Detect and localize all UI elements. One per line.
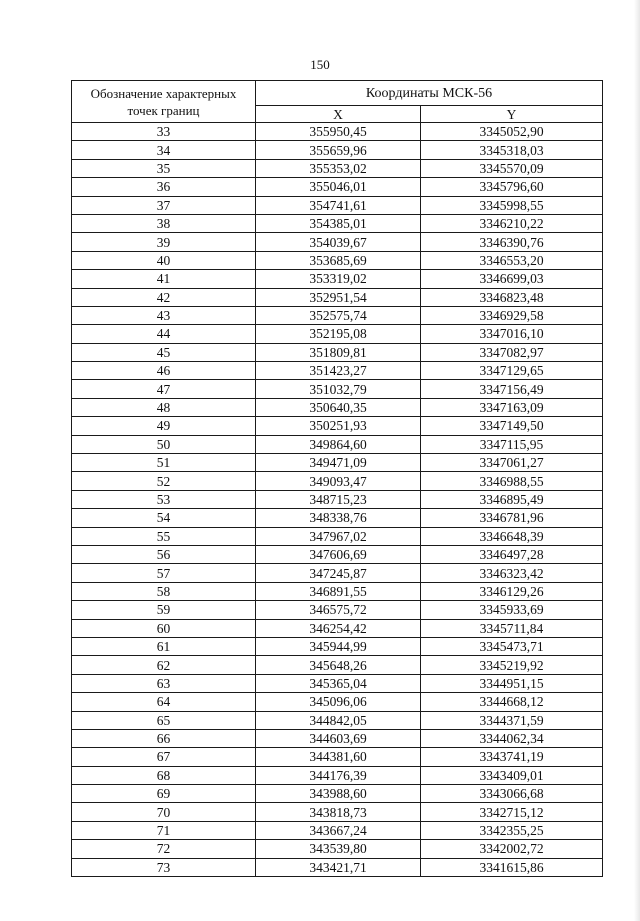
table-row bbox=[72, 674, 603, 692]
table-row bbox=[72, 306, 603, 324]
header-coordinates: Координаты МСК-56 bbox=[256, 81, 603, 106]
table-header bbox=[72, 81, 603, 123]
point-number-cell: 64 bbox=[72, 693, 256, 711]
point-number-cell: 62 bbox=[72, 656, 256, 674]
header-x: X bbox=[256, 106, 421, 123]
x-coordinate-cell: 351032,79 bbox=[256, 380, 421, 398]
table-row bbox=[72, 233, 603, 251]
x-coordinate-cell: 351809,81 bbox=[256, 343, 421, 361]
x-coordinate-cell: 345648,26 bbox=[256, 656, 421, 674]
y-coordinate-cell: 3346497,28 bbox=[421, 545, 603, 563]
point-number-cell: 54 bbox=[72, 509, 256, 527]
table-row bbox=[72, 214, 603, 232]
table-row bbox=[72, 251, 603, 269]
table-row bbox=[72, 196, 603, 214]
point-number-cell: 61 bbox=[72, 637, 256, 655]
point-number-cell: 40 bbox=[72, 251, 256, 269]
x-coordinate-cell: 344603,69 bbox=[256, 729, 421, 747]
table-row bbox=[72, 785, 603, 803]
table-row bbox=[72, 123, 603, 141]
table-body bbox=[72, 123, 603, 877]
table-row bbox=[72, 454, 603, 472]
x-coordinate-cell: 343988,60 bbox=[256, 785, 421, 803]
x-coordinate-cell: 355353,02 bbox=[256, 159, 421, 177]
table-row bbox=[72, 840, 603, 858]
x-coordinate-cell: 349864,60 bbox=[256, 435, 421, 453]
y-coordinate-cell: 3346988,55 bbox=[421, 472, 603, 490]
y-coordinate-cell: 3341615,86 bbox=[421, 858, 603, 876]
y-coordinate-cell: 3343741,19 bbox=[421, 748, 603, 766]
y-coordinate-cell: 3347082,97 bbox=[421, 343, 603, 361]
y-coordinate-cell: 3345933,69 bbox=[421, 601, 603, 619]
table-row bbox=[72, 582, 603, 600]
table-row bbox=[72, 380, 603, 398]
table-row bbox=[72, 729, 603, 747]
point-number-cell: 59 bbox=[72, 601, 256, 619]
table-row bbox=[72, 288, 603, 306]
y-coordinate-cell: 3346699,03 bbox=[421, 270, 603, 288]
y-coordinate-cell: 3343409,01 bbox=[421, 766, 603, 784]
x-coordinate-cell: 350251,93 bbox=[256, 417, 421, 435]
y-coordinate-cell: 3345711,84 bbox=[421, 619, 603, 637]
table-row bbox=[72, 693, 603, 711]
y-coordinate-cell: 3344062,34 bbox=[421, 729, 603, 747]
point-number-cell: 71 bbox=[72, 821, 256, 839]
point-number-cell: 56 bbox=[72, 545, 256, 563]
point-number-cell: 50 bbox=[72, 435, 256, 453]
point-number-cell: 47 bbox=[72, 380, 256, 398]
table-row bbox=[72, 417, 603, 435]
table-row bbox=[72, 343, 603, 361]
point-number-cell: 44 bbox=[72, 325, 256, 343]
point-number-cell: 35 bbox=[72, 159, 256, 177]
x-coordinate-cell: 348338,76 bbox=[256, 509, 421, 527]
point-number-cell: 45 bbox=[72, 343, 256, 361]
y-coordinate-cell: 3342002,72 bbox=[421, 840, 603, 858]
x-coordinate-cell: 352575,74 bbox=[256, 306, 421, 324]
y-coordinate-cell: 3344951,15 bbox=[421, 674, 603, 692]
header-point-designation: Обозначение характерных точек границ bbox=[72, 81, 256, 123]
point-number-cell: 46 bbox=[72, 362, 256, 380]
table-row bbox=[72, 270, 603, 288]
point-number-cell: 36 bbox=[72, 178, 256, 196]
x-coordinate-cell: 355659,96 bbox=[256, 141, 421, 159]
scan-edge bbox=[634, 0, 640, 921]
x-coordinate-cell: 353685,69 bbox=[256, 251, 421, 269]
x-coordinate-cell: 346575,72 bbox=[256, 601, 421, 619]
x-coordinate-cell: 343818,73 bbox=[256, 803, 421, 821]
x-coordinate-cell: 343667,24 bbox=[256, 821, 421, 839]
coordinates-table bbox=[71, 80, 603, 877]
point-number-cell: 63 bbox=[72, 674, 256, 692]
x-coordinate-cell: 353319,02 bbox=[256, 270, 421, 288]
point-number-cell: 33 bbox=[72, 123, 256, 141]
y-coordinate-cell: 3346210,22 bbox=[421, 214, 603, 232]
x-coordinate-cell: 345365,04 bbox=[256, 674, 421, 692]
x-coordinate-cell: 347245,87 bbox=[256, 564, 421, 582]
table-row bbox=[72, 656, 603, 674]
point-number-cell: 41 bbox=[72, 270, 256, 288]
point-number-cell: 57 bbox=[72, 564, 256, 582]
point-number-cell: 65 bbox=[72, 711, 256, 729]
y-coordinate-cell: 3345318,03 bbox=[421, 141, 603, 159]
x-coordinate-cell: 346891,55 bbox=[256, 582, 421, 600]
y-coordinate-cell: 3344371,59 bbox=[421, 711, 603, 729]
table-row bbox=[72, 803, 603, 821]
point-number-cell: 72 bbox=[72, 840, 256, 858]
point-number-cell: 52 bbox=[72, 472, 256, 490]
table-row bbox=[72, 178, 603, 196]
table-row bbox=[72, 601, 603, 619]
y-coordinate-cell: 3346823,48 bbox=[421, 288, 603, 306]
point-number-cell: 69 bbox=[72, 785, 256, 803]
point-number-cell: 53 bbox=[72, 490, 256, 508]
point-number-cell: 70 bbox=[72, 803, 256, 821]
y-coordinate-cell: 3347163,09 bbox=[421, 398, 603, 416]
x-coordinate-cell: 345944,99 bbox=[256, 637, 421, 655]
table-row bbox=[72, 564, 603, 582]
table-row bbox=[72, 490, 603, 508]
y-coordinate-cell: 3347061,27 bbox=[421, 454, 603, 472]
y-coordinate-cell: 3347016,10 bbox=[421, 325, 603, 343]
table-row bbox=[72, 527, 603, 545]
y-coordinate-cell: 3345998,55 bbox=[421, 196, 603, 214]
table-row bbox=[72, 362, 603, 380]
table-row bbox=[72, 619, 603, 637]
header-y: Y bbox=[421, 106, 603, 123]
point-number-cell: 37 bbox=[72, 196, 256, 214]
y-coordinate-cell: 3347156,49 bbox=[421, 380, 603, 398]
y-coordinate-cell: 3346129,26 bbox=[421, 582, 603, 600]
x-coordinate-cell: 349471,09 bbox=[256, 454, 421, 472]
x-coordinate-cell: 355950,45 bbox=[256, 123, 421, 141]
x-coordinate-cell: 352195,08 bbox=[256, 325, 421, 343]
x-coordinate-cell: 354385,01 bbox=[256, 214, 421, 232]
y-coordinate-cell: 3346895,49 bbox=[421, 490, 603, 508]
y-coordinate-cell: 3344668,12 bbox=[421, 693, 603, 711]
table-row bbox=[72, 711, 603, 729]
x-coordinate-cell: 345096,06 bbox=[256, 693, 421, 711]
y-coordinate-cell: 3345219,92 bbox=[421, 656, 603, 674]
y-coordinate-cell: 3347115,95 bbox=[421, 435, 603, 453]
y-coordinate-cell: 3342715,12 bbox=[421, 803, 603, 821]
page-number: 150 bbox=[310, 57, 330, 72]
table-row bbox=[72, 325, 603, 343]
y-coordinate-cell: 3345473,71 bbox=[421, 637, 603, 655]
y-coordinate-cell: 3346390,76 bbox=[421, 233, 603, 251]
point-number-cell: 58 bbox=[72, 582, 256, 600]
table-row bbox=[72, 509, 603, 527]
x-coordinate-cell: 352951,54 bbox=[256, 288, 421, 306]
y-coordinate-cell: 3346929,58 bbox=[421, 306, 603, 324]
y-coordinate-cell: 3346323,42 bbox=[421, 564, 603, 582]
x-coordinate-cell: 347967,02 bbox=[256, 527, 421, 545]
table-row bbox=[72, 766, 603, 784]
y-coordinate-cell: 3346781,96 bbox=[421, 509, 603, 527]
x-coordinate-cell: 348715,23 bbox=[256, 490, 421, 508]
table-row bbox=[72, 821, 603, 839]
table-row bbox=[72, 472, 603, 490]
table-row bbox=[72, 435, 603, 453]
point-number-cell: 60 bbox=[72, 619, 256, 637]
y-coordinate-cell: 3346648,39 bbox=[421, 527, 603, 545]
y-coordinate-cell: 3343066,68 bbox=[421, 785, 603, 803]
x-coordinate-cell: 344381,60 bbox=[256, 748, 421, 766]
x-coordinate-cell: 344176,39 bbox=[256, 766, 421, 784]
x-coordinate-cell: 343421,71 bbox=[256, 858, 421, 876]
point-number-cell: 68 bbox=[72, 766, 256, 784]
point-number-cell: 42 bbox=[72, 288, 256, 306]
y-coordinate-cell: 3345570,09 bbox=[421, 159, 603, 177]
y-coordinate-cell: 3346553,20 bbox=[421, 251, 603, 269]
x-coordinate-cell: 344842,05 bbox=[256, 711, 421, 729]
table-row bbox=[72, 637, 603, 655]
table-row bbox=[72, 159, 603, 177]
point-number-cell: 39 bbox=[72, 233, 256, 251]
point-number-cell: 73 bbox=[72, 858, 256, 876]
point-number-cell: 38 bbox=[72, 214, 256, 232]
y-coordinate-cell: 3342355,25 bbox=[421, 821, 603, 839]
table-row bbox=[72, 141, 603, 159]
x-coordinate-cell: 343539,80 bbox=[256, 840, 421, 858]
table-row bbox=[72, 398, 603, 416]
y-coordinate-cell: 3347149,50 bbox=[421, 417, 603, 435]
y-coordinate-cell: 3345796,60 bbox=[421, 178, 603, 196]
x-coordinate-cell: 354741,61 bbox=[256, 196, 421, 214]
point-number-cell: 49 bbox=[72, 417, 256, 435]
x-coordinate-cell: 350640,35 bbox=[256, 398, 421, 416]
point-number-cell: 43 bbox=[72, 306, 256, 324]
x-coordinate-cell: 347606,69 bbox=[256, 545, 421, 563]
x-coordinate-cell: 349093,47 bbox=[256, 472, 421, 490]
point-number-cell: 34 bbox=[72, 141, 256, 159]
point-number-cell: 66 bbox=[72, 729, 256, 747]
table-row bbox=[72, 545, 603, 563]
x-coordinate-cell: 355046,01 bbox=[256, 178, 421, 196]
point-number-cell: 55 bbox=[72, 527, 256, 545]
y-coordinate-cell: 3347129,65 bbox=[421, 362, 603, 380]
table-row bbox=[72, 858, 603, 876]
table-row bbox=[72, 748, 603, 766]
y-coordinate-cell: 3345052,90 bbox=[421, 123, 603, 141]
point-number-cell: 48 bbox=[72, 398, 256, 416]
x-coordinate-cell: 354039,67 bbox=[256, 233, 421, 251]
x-coordinate-cell: 346254,42 bbox=[256, 619, 421, 637]
point-number-cell: 67 bbox=[72, 748, 256, 766]
point-number-cell: 51 bbox=[72, 454, 256, 472]
x-coordinate-cell: 351423,27 bbox=[256, 362, 421, 380]
